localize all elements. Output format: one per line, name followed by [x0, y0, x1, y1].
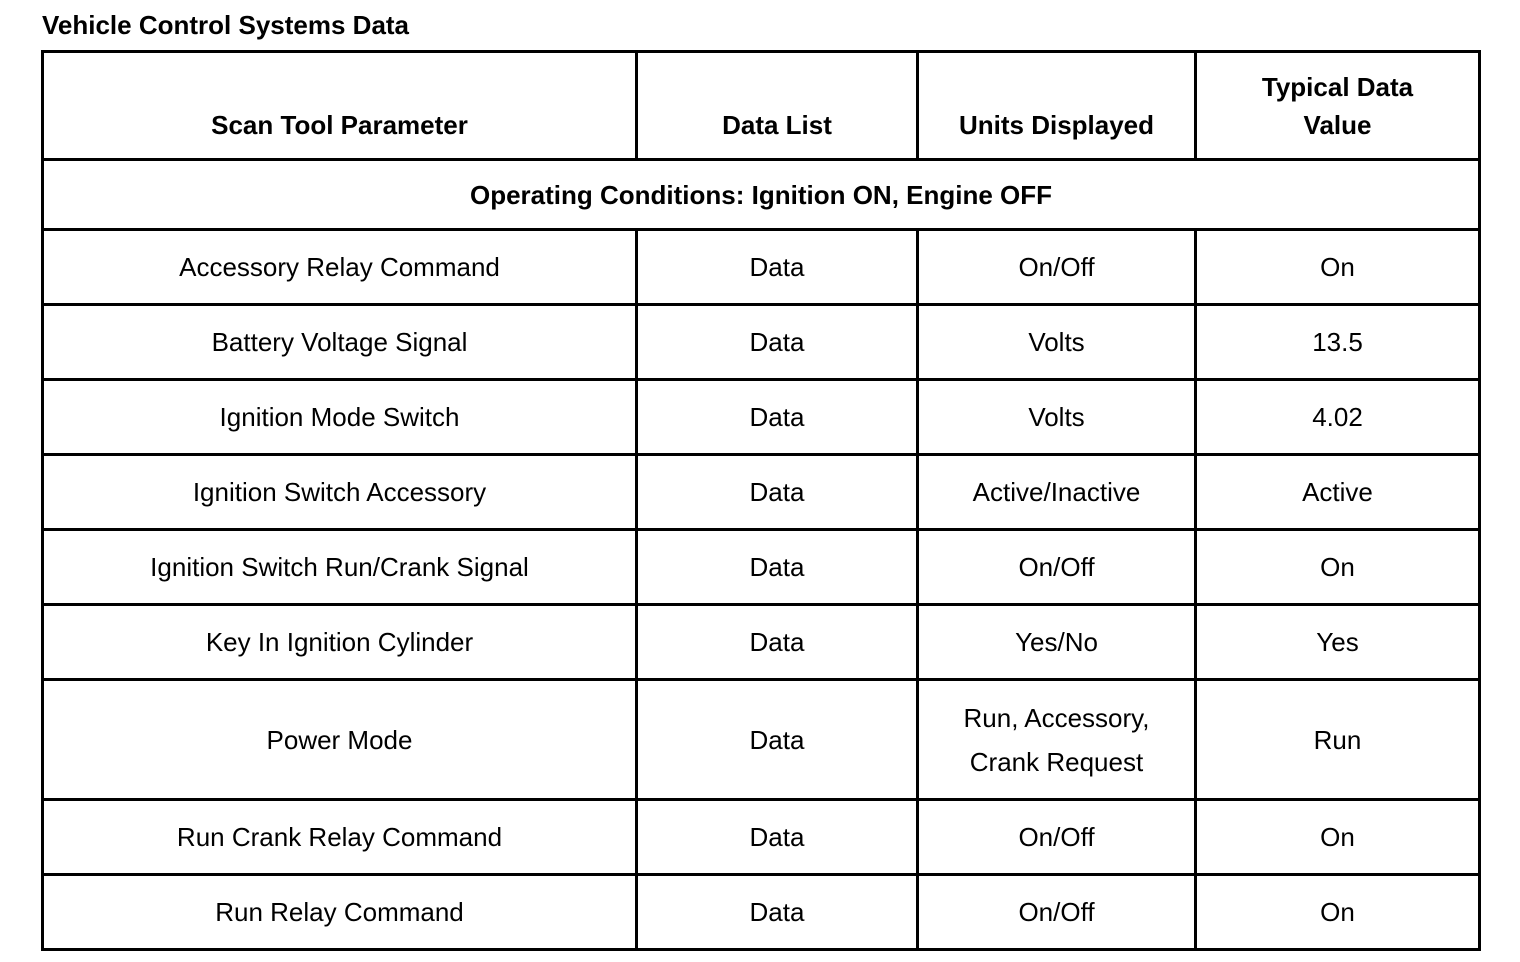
cell-typical-value: 4.02 [1196, 380, 1480, 455]
operating-conditions-row [43, 160, 1480, 230]
cell-units: On/Off [918, 800, 1196, 875]
cell-units: Active/Inactive [918, 455, 1196, 530]
header-scan-tool-parameter: Scan Tool Parameter [43, 52, 637, 160]
header-typical-data-value [1196, 52, 1480, 160]
table-row [43, 680, 1480, 800]
cell-parameter: Battery Voltage Signal [43, 305, 637, 380]
cell-data-list: Data [637, 530, 918, 605]
table-row [43, 530, 1480, 605]
cell-data-list: Data [637, 875, 918, 950]
cell-data-list: Data [637, 230, 918, 305]
cell-typical-value: Run [1196, 680, 1480, 800]
header-units-displayed: Units Displayed [918, 52, 1196, 160]
cell-parameter: Ignition Switch Accessory [43, 455, 637, 530]
cell-units: Volts [918, 305, 1196, 380]
cell-data-list: Data [637, 380, 918, 455]
cell-parameter: Run Crank Relay Command [43, 800, 637, 875]
data-table [41, 50, 1481, 951]
cell-parameter: Ignition Mode Switch [43, 380, 637, 455]
cell-units: On/Off [918, 875, 1196, 950]
header-data-list: Data List [637, 52, 918, 160]
cell-data-list: Data [637, 605, 918, 680]
cell-parameter: Ignition Switch Run/Crank Signal [43, 530, 637, 605]
cell-typical-value: Active [1196, 455, 1480, 530]
cell-parameter: Run Relay Command [43, 875, 637, 950]
cell-units: On/Off [918, 530, 1196, 605]
cell-units-line1: Run, Accessory, [963, 702, 1150, 733]
page-title: Vehicle Control Systems Data [42, 10, 410, 40]
table-row [43, 230, 1480, 305]
operating-conditions: Operating Conditions: Ignition ON, Engine OFF [43, 160, 1480, 230]
table-row [43, 605, 1480, 680]
cell-units: Volts [918, 380, 1196, 455]
cell-typical-value: On [1196, 530, 1480, 605]
table-row [43, 455, 1480, 530]
cell-data-list: Data [637, 680, 918, 800]
table-header-row [43, 52, 1480, 160]
table-row [43, 305, 1480, 380]
cell-data-list: Data [637, 305, 918, 380]
cell-typical-value: Yes [1196, 605, 1480, 680]
cell-units: Yes/No [918, 605, 1196, 680]
cell-typical-value: On [1196, 875, 1480, 950]
table-row [43, 800, 1480, 875]
cell-data-list: Data [637, 800, 918, 875]
cell-typical-value: On [1196, 230, 1480, 305]
cell-units-line2: Crank Request [969, 746, 1144, 777]
table-row [43, 875, 1480, 950]
cell-units: On/Off [918, 230, 1196, 305]
cell-parameter: Power Mode [43, 680, 637, 800]
cell-parameter: Accessory Relay Command [43, 230, 637, 305]
cell-parameter: Key In Ignition Cylinder [43, 605, 637, 680]
table-row [43, 380, 1480, 455]
cell-units [918, 680, 1196, 800]
cell-data-list: Data [637, 455, 918, 530]
cell-typical-value: On [1196, 800, 1480, 875]
header-typical-line2: Value [1303, 110, 1372, 140]
header-typical-line1: Typical Data [1261, 72, 1414, 102]
cell-typical-value: 13.5 [1196, 305, 1480, 380]
